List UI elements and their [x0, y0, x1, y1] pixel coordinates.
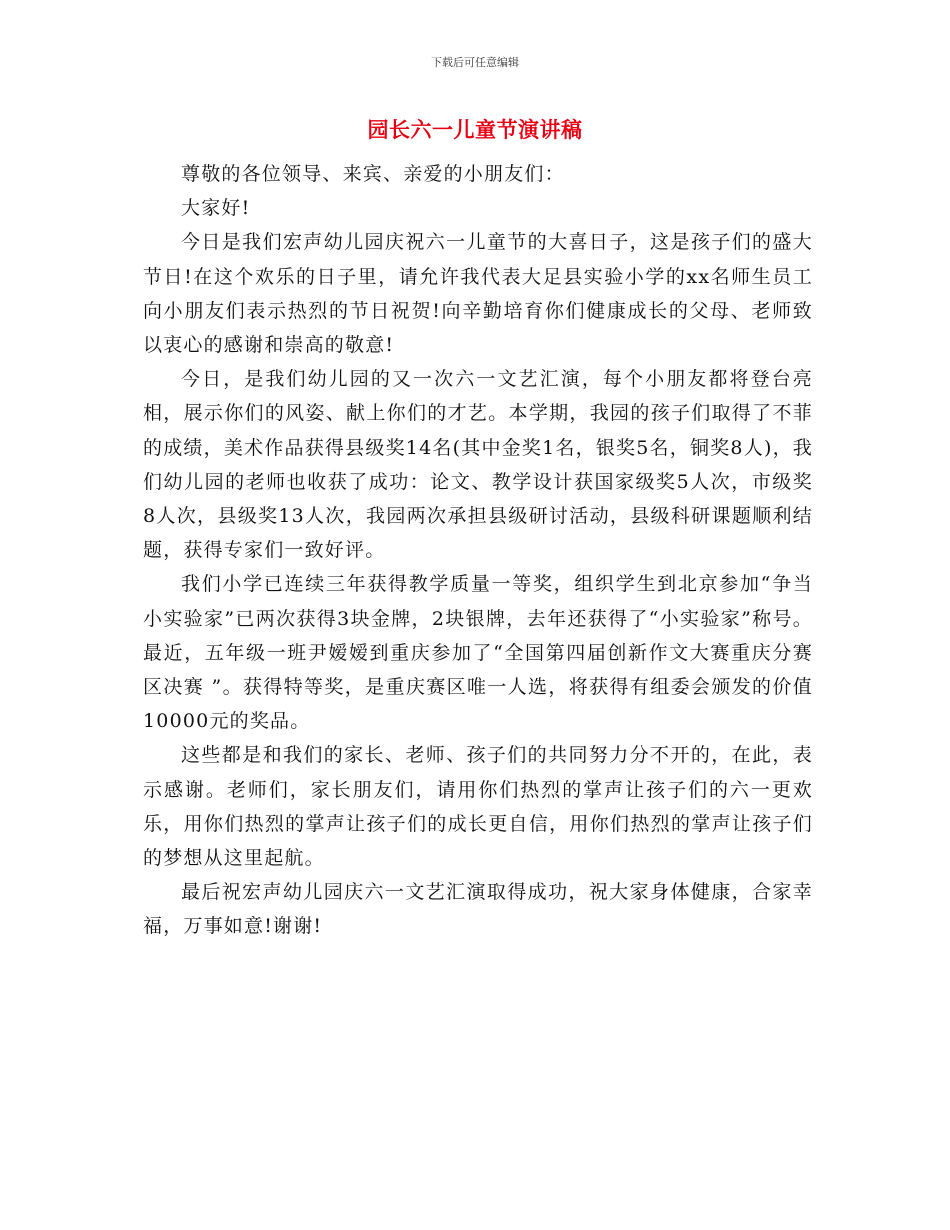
paragraph-greeting: 大家好! — [181, 197, 251, 220]
page-title: 园长六一儿童节演讲稿 — [367, 117, 583, 142]
document-body — [143, 157, 813, 944]
paragraph-salutation: 尊敬的各位领导、来宾、亲爱的小朋友们： — [181, 163, 565, 185]
paragraph-thanks: 这些都是和我们的家长、老师、孩子们的共同努力分不开的，在此，表示感谢。老师们，家长朋友们，请用你们热烈的掌声让孩子们的六一更欢乐，用你们热烈的掌声让孩子们的成长更自信，用你们热烈的掌声让孩子们的梦想从这里起航。 — [143, 744, 813, 870]
paragraph-school-awards: 我们小学已连续三年获得教学质量一等奖，组织学生到北京参加“争当小实验家”已两次获得3块金牌，2块银牌，去年还获得了“小实验家”称号。最近，五年级一班尹嫒嫒到重庆参加了“全国第四届创新作文大赛重庆分赛区决赛 ”。获得特等奖，是重庆赛区唯一人选，将获得有组委会颁发的价值10000元的奖品。 — [143, 573, 813, 733]
paragraph-celebration: 今日是我们宏声幼儿园庆祝六一儿童节的大喜日子，这是孩子们的盛大节日!在这个欢乐的日子里，请允许我代表大足县实验小学的xx名师生员工向小朋友们表示热烈的节日祝贺!向辛勤培育你们健康成长的父母、老师致以衷心的感谢和崇高的敬意! — [143, 231, 813, 357]
paragraph-closing: 最后祝宏声幼儿园庆六一文艺汇演取得成功，祝大家身体健康，合家幸福，万事如意!谢谢! — [143, 881, 813, 938]
header-note: 下载后可任意编辑 — [431, 56, 519, 69]
paragraph-achievements: 今日，是我们幼儿园的又一次六一文艺汇演，每个小朋友都将登台亮相，展示你们的风姿、献上你们的才艺。本学期，我园的孩子们取得了不菲的成绩，美术作品获得县级奖14名(其中金奖1名，银奖5名，铜奖8人)，我们幼儿园的老师也收获了成功：论文、教学设计获国家级奖5人次，市级奖8人次，县级奖13人次，我园两次承担县级研讨活动，县级科研课题顺利结题，获得专家们一致好评。 — [143, 368, 813, 562]
